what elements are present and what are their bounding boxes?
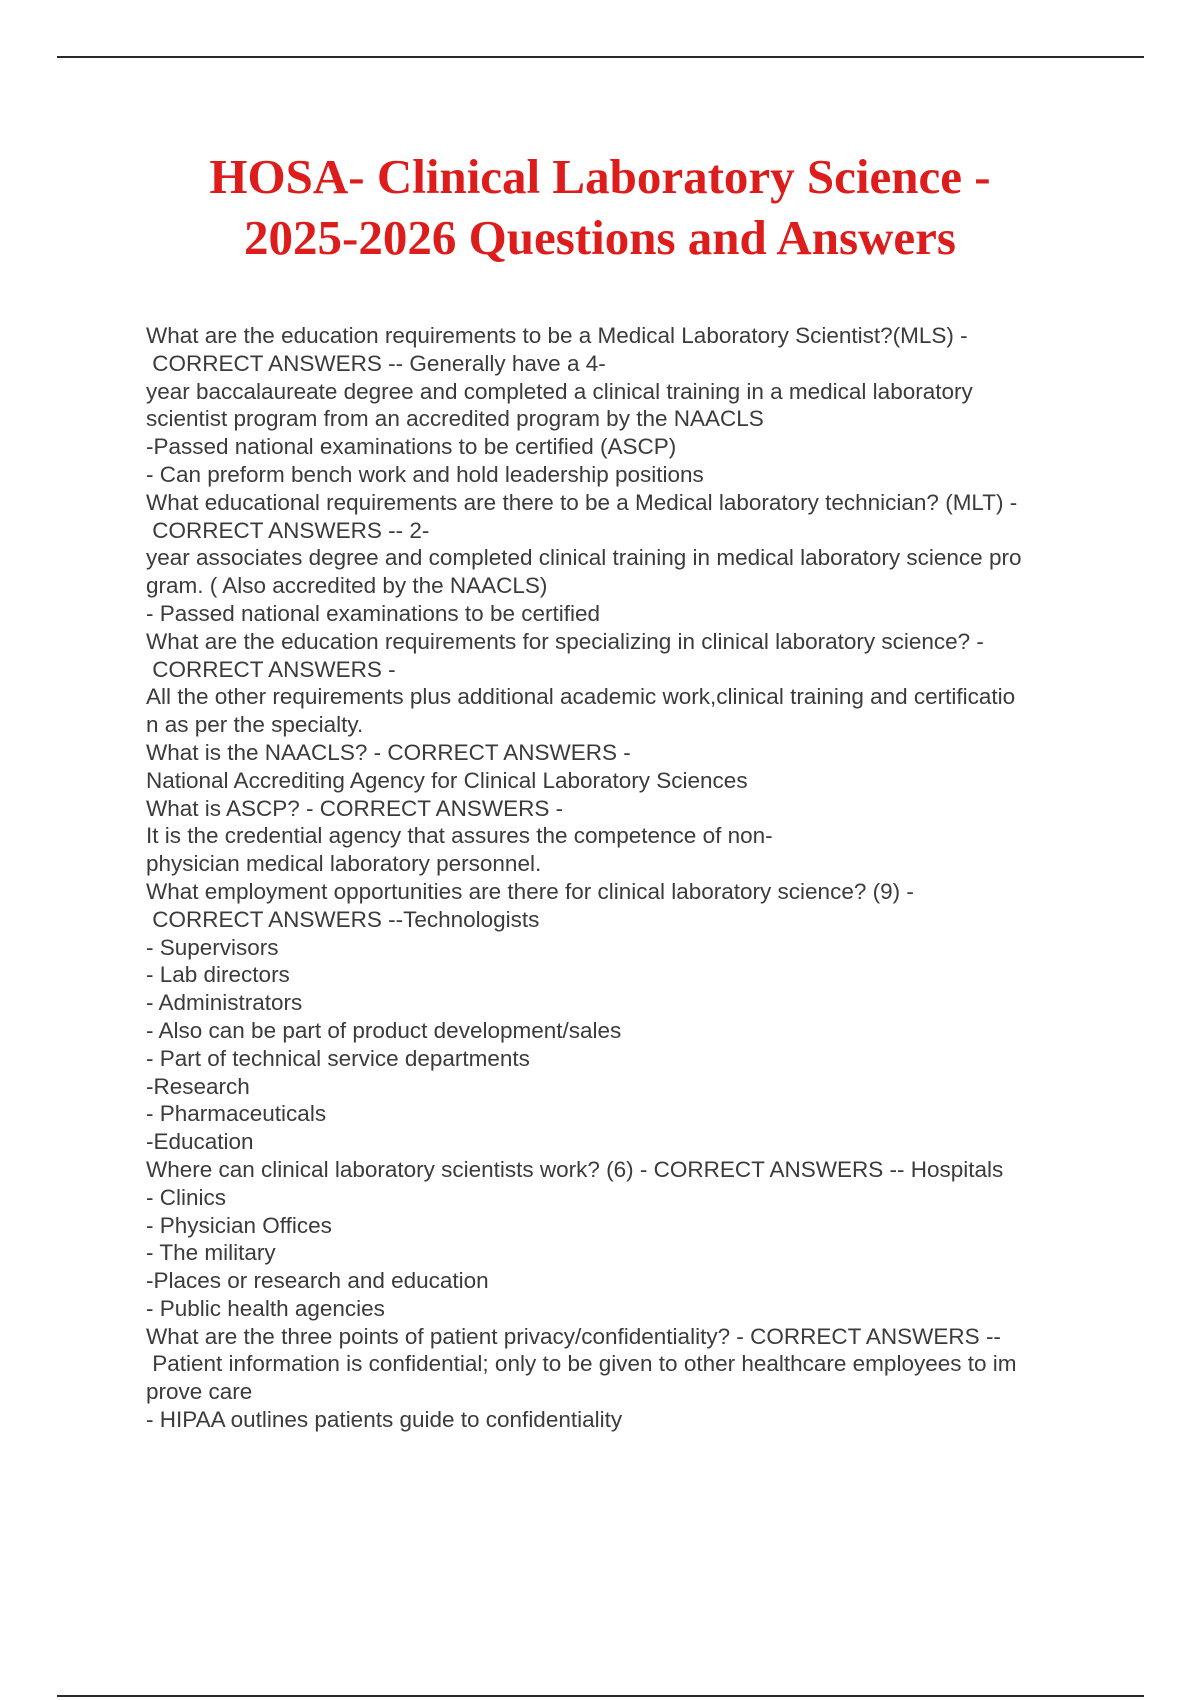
body-line: What are the education requirements for specializing in clinical laboratory science? - <box>146 628 984 654</box>
body-line: - Physician Offices <box>146 1212 332 1238</box>
body-line: CORRECT ANSWERS --Technologists <box>146 906 540 932</box>
body-line: n as per the specialty. <box>146 712 364 738</box>
body-line: What is the NAACLS? - CORRECT ANSWERS - <box>146 739 631 765</box>
body-line: - Lab directors <box>146 962 290 988</box>
body-line: physician medical laboratory personnel. <box>146 851 542 877</box>
body-line: -Research <box>146 1073 250 1099</box>
top-rule <box>57 56 1144 58</box>
body-line: National Accrediting Agency for Clinical Laboratory Sciences <box>146 767 748 793</box>
body-line: CORRECT ANSWERS -- Generally have a 4- <box>146 350 606 376</box>
body-line: - Clinics <box>146 1184 227 1210</box>
body-line: All the other requirements plus additional academic work,clinical training and certificatio <box>146 684 1016 710</box>
body-line: Patient information is confidential; only to be given to other healthcare employees to im <box>146 1351 1017 1377</box>
body-line: - Pharmaceuticals <box>146 1101 327 1127</box>
title-line-1: HOSA- Clinical Laboratory Science - <box>209 149 991 204</box>
body-line: What educational requirements are there to be a Medical laboratory technician? (MLT) - <box>146 489 1018 515</box>
body-line: - Public health agencies <box>146 1295 385 1321</box>
page-title <box>60 146 1140 268</box>
body-line: - Administrators <box>146 990 303 1016</box>
bottom-rule <box>57 1695 1144 1697</box>
body-line: - The military <box>146 1240 276 1266</box>
body-line: CORRECT ANSWERS -- 2- <box>146 517 430 543</box>
body-line: scientist program from an accredited program by the NAACLS <box>146 406 764 432</box>
title-line-2: 2025-2026 Questions and Answers <box>244 210 956 265</box>
body-line: What is ASCP? - CORRECT ANSWERS - <box>146 795 564 821</box>
body-line: - HIPAA outlines patients guide to confidentiality <box>146 1407 623 1433</box>
qa-body <box>146 322 1106 1434</box>
body-line: What are the education requirements to be a Medical Laboratory Scientist?(MLS) - <box>146 323 968 348</box>
body-line: - Supervisors <box>146 934 279 960</box>
body-line: gram. ( Also accredited by the NAACLS) <box>146 573 548 599</box>
body-line: -Education <box>146 1129 254 1155</box>
body-line: Where can clinical laboratory scientists work? (6) - CORRECT ANSWERS -- Hospitals <box>146 1156 1004 1182</box>
body-line: - Also can be part of product development/sales <box>146 1017 622 1043</box>
body-line: -Passed national examinations to be certified (ASCP) <box>146 434 677 460</box>
body-line: CORRECT ANSWERS - <box>146 656 396 682</box>
body-line: What employment opportunities are there for clinical laboratory science? (9) - <box>146 878 914 904</box>
body-line: - Part of technical service departments <box>146 1045 530 1071</box>
body-line: - Passed national examinations to be certified <box>146 600 601 626</box>
body-line: What are the three points of patient privacy/confidentiality? - CORRECT ANSWERS -- <box>146 1323 1001 1349</box>
body-line: prove care <box>146 1379 253 1405</box>
body-line: year associates degree and completed clinical training in medical laboratory science pro <box>146 545 1022 571</box>
body-line: year baccalaureate degree and completed a clinical training in a medical laboratory <box>146 378 973 404</box>
body-line: - Can preform bench work and hold leadership positions <box>146 461 704 487</box>
body-line: -Places or research and education <box>146 1268 489 1294</box>
body-line: It is the credential agency that assures the competence of non- <box>146 823 773 849</box>
